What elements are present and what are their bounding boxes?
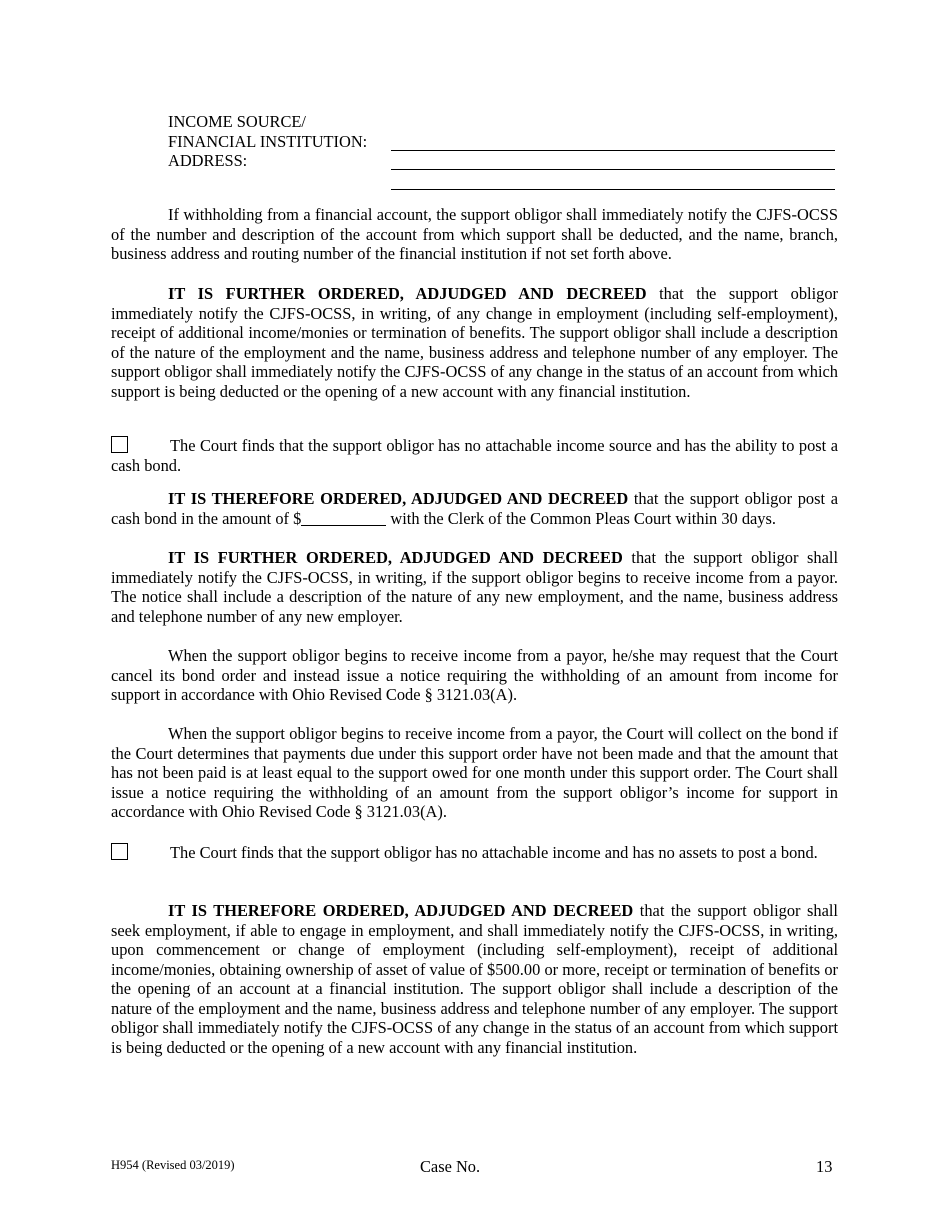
case-number-label: Case No.: [420, 1157, 481, 1176]
order-text: with the Clerk of the Common Pleas Court within 30 days.: [386, 508, 776, 528]
paragraph-therefore-ordered-bond: [111, 489, 838, 528]
order-text: that the support obligor shall seek employment, if able to engage in employment, and shall immediately notify the CJFS-OCSS, in writing, upon commencement or change of employment (including self-employment), receipt of additional income/monies, obtaining ownership of asset of value of $500.00 or more, receipt or termination of benefits or the opening of an account at a financial institution. The support obligor shall include a description of the nature of the employment and the name, business address and telephone number of any employer. The support obligor shall immediately notify the CJFS-OCSS of any change in the status of an account from which support is being deducted or the opening of a new account with any financial institution.: [111, 901, 838, 1057]
order-heading: IT IS THEREFORE ORDERED, ADJUDGED AND DECREED: [168, 489, 629, 508]
address-label: ADDRESS:: [168, 151, 248, 170]
income-source-label: INCOME SOURCE/: [168, 112, 306, 131]
address-line-1[interactable]: [391, 169, 835, 170]
order-heading: IT IS FURTHER ORDERED, ADJUDGED AND DECREED: [168, 284, 647, 303]
no-assets-checkbox[interactable]: [111, 843, 128, 860]
paragraph-cancel-bond: When the support obligor begins to receive income from a payor, he/she may request that the Court cancel its bond order and instead issue a notice requiring the withholding of an amount from income for support in accordance with Ohio Revised Code § 3121.03(A).: [111, 646, 838, 704]
financial-institution-label: FINANCIAL INSTITUTION:: [168, 132, 368, 151]
finding-text: The Court finds that the support obligor has no attachable income source and has the ability to post a cash bond.: [111, 436, 838, 475]
paragraph-therefore-ordered-employment: [111, 901, 838, 1057]
address-line-2[interactable]: [391, 189, 835, 190]
paragraph-cash-bond-finding: [111, 436, 838, 475]
order-text: that the support obligor shall immediately notify the CJFS-OCSS, in writing, if the support obligor begins to receive income from a payor. The notice shall include a description of the nature of any new employment, and the name, business address and telephone number of any new employer.: [111, 548, 838, 626]
financial-institution-line[interactable]: [391, 150, 835, 151]
page-number: 13: [816, 1157, 833, 1176]
paragraph-no-assets-finding: [111, 843, 838, 863]
paragraph-further-ordered-2: [111, 548, 838, 626]
order-text: that the support obligor immediately notify the CJFS-OCSS, in writing, of any change in employment (including self-employment), receipt of additional income/monies or termination of benefits. The support obligor shall include a description of the nature of the employment and the name, business address and telephone number of any employer. The support obligor shall immediately notify the CJFS-OCSS of any change in the status of an account from which support is being deducted or the opening of a new account with any financial institution.: [111, 284, 839, 401]
bond-amount-field[interactable]: [301, 511, 386, 526]
finding-text: The Court finds that the support obligor has no attachable income and has no assets to post a bond.: [170, 843, 818, 862]
order-heading: IT IS THEREFORE ORDERED, ADJUDGED AND DECREED: [168, 901, 634, 920]
paragraph-collect-bond: When the support obligor begins to receive income from a payor, the Court will collect on the bond if the Court determines that payments due under this support order have not been made and that the amount that has not been paid is at least equal to the support owed for one month under this support order. The Court shall issue a notice requiring the withholding of an amount from the support obligor’s income for support in accordance with Ohio Revised Code § 3121.03(A).: [111, 724, 838, 821]
order-text: that the support obligor post a cash bond in the amount of $: [111, 489, 838, 528]
form-id: H954 (Revised 03/2019): [111, 1158, 235, 1172]
order-heading: IT IS FURTHER ORDERED, ADJUDGED AND DECREED: [168, 548, 623, 567]
paragraph-account-notice: If withholding from a financial account, the support obligor shall immediately notify the CJFS-OCSS of the number and description of the account from which support shall be deducted, and the name, branch, business address and routing number of the financial institution if not set forth above.: [111, 205, 838, 263]
paragraph-further-ordered-1: [111, 284, 838, 401]
cash-bond-checkbox[interactable]: [111, 436, 128, 453]
